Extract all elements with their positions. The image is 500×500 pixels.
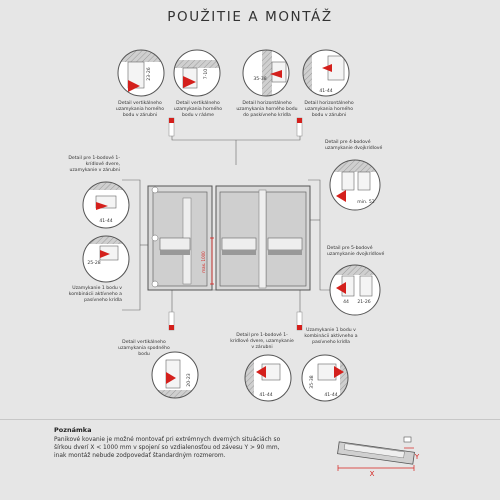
caption-one-point-active-passive-bottom: Uzamykanie 1 bodu v kombinácii aktívneho a pasívneho krídla [304, 328, 358, 345]
dim-d6: 25-28 [87, 261, 101, 266]
dim-d4: 41-44 [319, 89, 333, 94]
caption-vertical-top-in-door: Detail vertikálneho uzamykania horného bodu v rááme [173, 101, 223, 118]
dim-d12: 41-44 [259, 393, 273, 398]
caption-four-point-double-leaf: Detail pre 4-bodové uzamykanie dvojkrídlové [325, 140, 383, 151]
dim-d14: 41-44 [324, 393, 338, 398]
note-title: Poznámka [54, 426, 92, 434]
caption-vertical-top-in-frame: Detail vertikálneho uzamykania horného bodu v zárubni [115, 101, 165, 118]
note-label-x: X [369, 470, 375, 478]
caption-horizontal-top-in-frame: Detail horizontálneho uzamykania horného bodu v zárubni [304, 101, 354, 118]
detail-circle-6 [80, 236, 132, 282]
dim-d13: 35-38 [310, 375, 315, 389]
note-illustration [338, 437, 420, 478]
dim-d5: 41-44 [99, 219, 113, 224]
caption-one-point-single-leaf-frame: Detail pre 1-bodové 1-krídlové dvere, uzamykanie v zárubni [68, 156, 120, 173]
double-door-drawing [210, 186, 310, 290]
dim-d7: min. 52 [357, 200, 375, 205]
note-line-3: inak montáž nebude zodpovedať štandardným rozmerom. [54, 453, 226, 459]
dim-d10: max. 1000 [201, 251, 206, 273]
caption-vertical-bottom-point: Detail vertikálneho uzamykania spodného bodu [118, 340, 170, 357]
dim-d2: 7-10 [204, 68, 209, 80]
note-line-2: šírkou dverí X < 1000 mm v spojení so vzdialenosťou od závesu Y > 90 mm, [54, 445, 280, 451]
dim-d1: 23-26 [147, 67, 152, 81]
caption-five-point-double-leaf: Detail pre 5-bodové uzamykanie dvojkrídlové [327, 246, 385, 257]
dim-d8: 44 [343, 300, 349, 305]
dim-d3: 35-38 [253, 77, 267, 82]
caption-one-point-single-leaf-frame-bottom: Detail pre 1-bodové 1-krídlové dvere, uzamykanie v zárubni [230, 333, 294, 350]
dim-d9: 21-26 [357, 300, 371, 305]
page-title: POUŽITIE A MONTÁŽ [167, 9, 333, 25]
note-label-y: Y [414, 453, 420, 461]
detail-circle-8 [326, 265, 384, 315]
caption-horizontal-top-passive: Detail horizontálneho uzamykania horného bodu do paskívneho krídla [236, 101, 298, 118]
note-separator [0, 419, 500, 420]
note-line-1: Panikové kovanie je možné montovať pri extrémnych dverných situáciách so [54, 437, 281, 443]
single-door-drawing [148, 186, 212, 290]
detail-circle-7 [326, 160, 384, 210]
detail-circle-3 [243, 50, 289, 96]
dim-d11: 20-23 [187, 373, 192, 387]
detail-circle-1 [110, 48, 170, 96]
caption-one-point-active-passive: Uzamykanie 1 bodu v kombinácii aktívneho a pasívneho krídla [68, 286, 122, 303]
detail-circle-9 [150, 352, 200, 400]
detail-circle-2 [165, 50, 225, 96]
